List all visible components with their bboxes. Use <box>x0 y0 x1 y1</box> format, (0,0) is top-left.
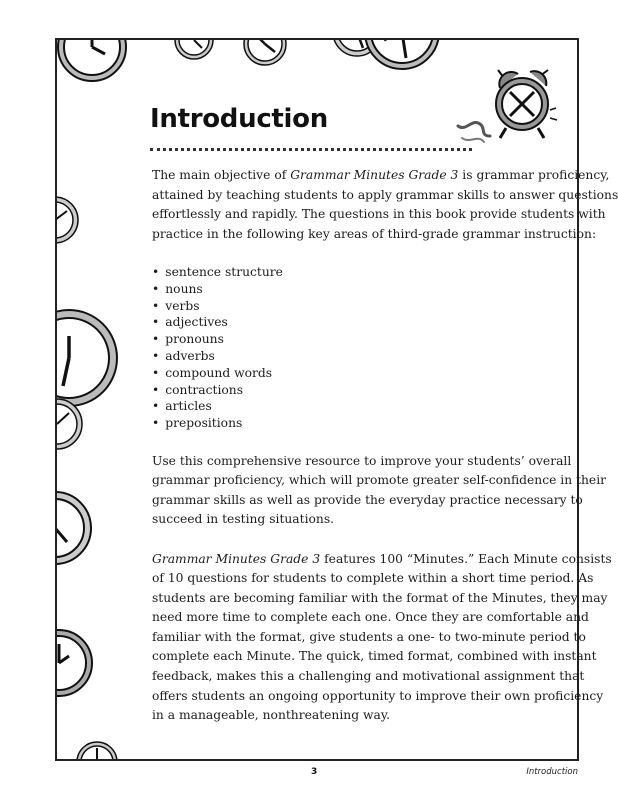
paragraph-line: complete each Minute. The quick, timed format, combined with instant <box>152 649 597 664</box>
paragraph-gap <box>152 530 552 550</box>
list-item: • verbs <box>152 298 552 315</box>
list-item: • contractions <box>152 382 552 399</box>
clock-icon <box>362 38 442 72</box>
list-item: • sentence structure <box>152 264 552 281</box>
clock-icon <box>55 490 93 566</box>
list-item: • adverbs <box>152 348 552 365</box>
paragraph-line: in a manageable, nonthreatening way. <box>152 708 391 723</box>
paragraph-line: students are becoming familiar with the format of the Minutes, they may <box>152 590 608 605</box>
section-label: Introduction <box>526 767 578 777</box>
clock-icon <box>242 38 288 70</box>
text-span: is grammar proficiency, <box>458 168 610 182</box>
paragraph-line: attained by teaching students to apply grammar skills to answer questions <box>152 187 618 202</box>
skill-list <box>152 264 552 432</box>
intro-paragraph-2 <box>152 452 606 530</box>
paragraph-line: succeed in testing situations. <box>152 512 335 527</box>
clock-icon <box>55 628 99 698</box>
clock-icon <box>55 308 121 408</box>
list-item: • prepositions <box>152 415 552 432</box>
paragraph-line: of 10 questions for students to complete within a short time period. As <box>152 571 594 586</box>
page-number: 3 <box>311 767 318 777</box>
paragraph-line: grammar skills as well as provide the everyday practice necessary to <box>152 492 583 507</box>
list-item: • compound words <box>152 365 552 382</box>
list-item: • adjectives <box>152 314 552 331</box>
paragraph-line: Use this comprehensive resource to improve your students’ overall <box>152 453 572 468</box>
title-divider <box>150 148 472 151</box>
paragraph-line <box>152 166 610 186</box>
paragraph-line: practice in the following key areas of third-grade grammar instruction: <box>152 226 597 241</box>
intro-body <box>152 166 618 726</box>
text-span: features 100 “Minutes.” Each Minute consists <box>320 551 612 566</box>
book-title: Grammar Minutes Grade 3 <box>290 168 459 182</box>
paragraph-line: familiar with the format, give students a one- to two-minute period to <box>152 629 586 644</box>
paragraph-line: grammar proficiency, which will promote greater self-confidence in their <box>152 473 606 488</box>
clock-icon <box>172 38 216 64</box>
intro-paragraph-3 <box>152 550 612 726</box>
text-span: The main objective of <box>152 168 291 182</box>
clock-icon <box>55 397 85 451</box>
paragraph-line: effortlessly and rapidly. The questions in this book provide students with <box>152 207 606 222</box>
list-item: • pronouns <box>152 331 552 348</box>
paragraph-line: feedback, makes this a challenging and motivational assignment that <box>152 669 585 684</box>
list-item: • articles <box>152 398 552 415</box>
intro-paragraph-1 <box>152 166 618 244</box>
clock-icon <box>55 195 81 245</box>
paragraph-line: offers students an ongoing opportunity to improve their own proficiency <box>152 688 604 703</box>
alarm-clock-icon <box>450 66 560 166</box>
paragraph-line <box>152 550 612 570</box>
paragraph-line: need more time to complete each one. Once they are comfortable and <box>152 610 589 625</box>
page-title: Introduction <box>150 104 328 134</box>
list-item: • nouns <box>152 281 552 298</box>
clock-icon <box>55 38 129 84</box>
book-title: Grammar Minutes Grade 3 <box>152 551 321 566</box>
clock-icon <box>75 740 119 761</box>
